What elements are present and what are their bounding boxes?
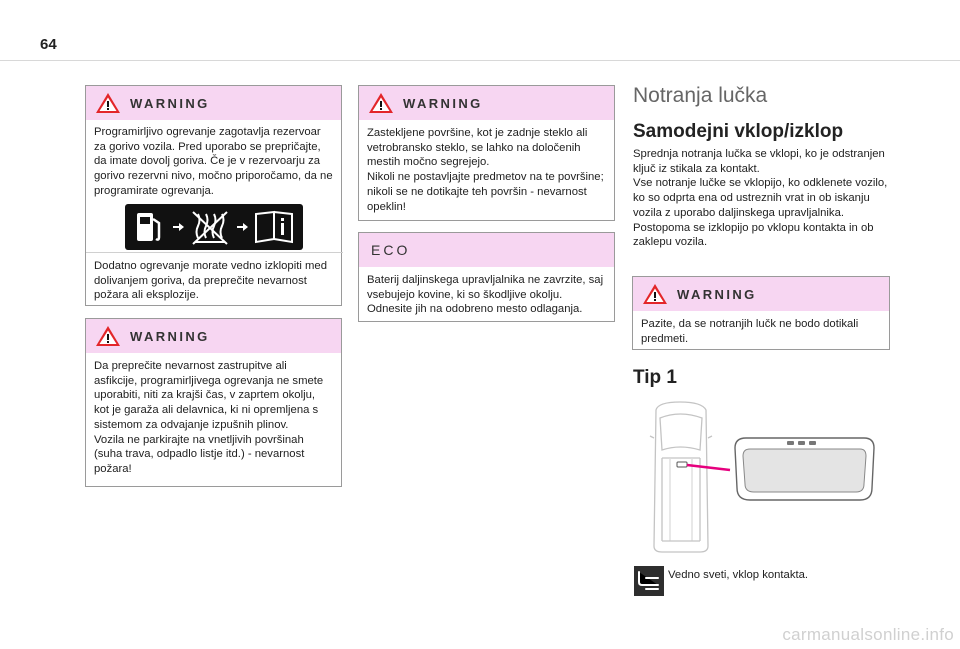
subsection-title: Samodejni vklop/izklop: [633, 121, 844, 142]
warning-box-poisoning: [85, 318, 342, 487]
legend-text: Vedno sveti, vklop kontakta.: [668, 569, 809, 581]
warning-text: Pazite, da se notranjih lučk ne bodo dotikali predmeti.: [641, 318, 859, 345]
warning-triangle-icon: [368, 92, 394, 114]
fuel-pump-icon: [125, 204, 303, 250]
warning-box-glass: [358, 85, 615, 221]
warning-triangle-icon: [95, 92, 121, 114]
warning-triangle-icon: [95, 325, 121, 347]
warning-label: WARNING: [130, 96, 210, 111]
warning-header: [86, 86, 341, 120]
warning-text: Zastekljene površine, kot je zadnje steklo ali vetrobransko steklo, se lahko na določenih mestih močno segrejejo. Nikoli ne postavljajte predmetov na te površine; nikoli se ne dotikajte teh površin - nevarnost opeklin!: [367, 127, 604, 213]
ceiling-lamp-icon: [735, 438, 874, 500]
warning-box-fuel: [85, 85, 342, 306]
warning-text: Programirljivo ogrevanje zagotavlja rezervoar za gorivo vozila. Pred uporabo se prepričajte, da imate dovolj goriva. Če je v rezervoarju za gorivo rezervni nivo, močno priporočamo, da ne programirate ogrevanja.: [94, 126, 333, 197]
warning-header: [359, 86, 614, 120]
warning-label: WARNING: [130, 329, 210, 344]
section-title: Notranja lučka: [633, 84, 768, 107]
eco-box: [358, 232, 615, 322]
eco-header: [359, 233, 614, 267]
warning-triangle-icon: [642, 283, 668, 305]
eco-label: ECO: [371, 242, 411, 258]
watermark: carmanualsonline.info: [782, 625, 954, 644]
always-on-light-icon: [634, 566, 664, 596]
type-title: Tip 1: [633, 367, 677, 388]
warning-header: [86, 319, 341, 353]
fuel-heating-pictogram: [125, 204, 303, 250]
warning-header: [633, 277, 889, 311]
eco-text: Baterij daljinskega upravljalnika ne zavrzite, saj vsebujejo kovine, ki so škodljive okolju. Odnesite jih na odobreno mesto odlaganja.: [367, 274, 604, 316]
ceiling-lamp-illustration: [640, 396, 880, 556]
warning-box-lamps: [632, 276, 890, 350]
page-number: 64: [40, 36, 57, 53]
body-text: Sprednja notranja lučka se vklopi, ko je odstranjen ključ iz stikala za kontakt. Vse notranje lučke se vklopijo, ko odklenete vozilo, ko so odprta ena od ustreznih vrat in ob iskanju vozila z uporabo daljinskega upravljalnika. Postopoma se izklopijo po vklopu kontakta in ob zaklepu vozila.: [633, 148, 888, 249]
warning-text: Da preprečite nevarnost zastrupitve ali asfikcije, programirljivega ogrevanja ne smete uporabiti, niti za krajši čas, v zaprtem okolju, kot je garaža ali delavnica, ki ni opremljena s sistemom za odvajanje izpušnih plinov. Vozila ne parkirajte na vnetljivih površinah (suha trava, odpadlo listje itd.) - nevarnost požara!: [94, 360, 324, 475]
warning-label: WARNING: [403, 96, 483, 111]
warning-text-secondary: Dodatno ogrevanje morate vedno izklopiti med dolivanjem goriva, da preprečite nevarnost požara ali eksplozije.: [86, 252, 343, 309]
warning-label: WARNING: [677, 287, 757, 302]
van-top-view-icon: [650, 402, 712, 552]
top-divider: [0, 60, 960, 61]
